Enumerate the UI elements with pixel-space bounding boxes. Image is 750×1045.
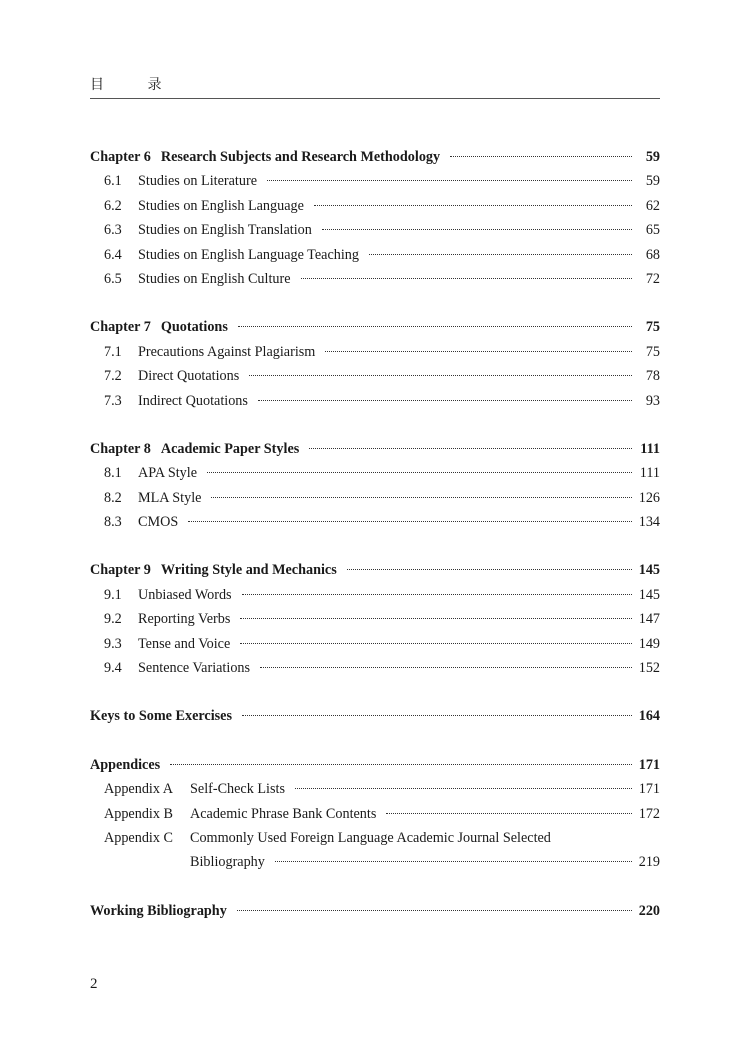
dot-leader xyxy=(322,229,632,230)
running-head: 目 录 xyxy=(90,78,182,93)
toc-entry-section-7-3[interactable] xyxy=(90,393,660,417)
toc-entry-section-9-4[interactable] xyxy=(90,660,660,684)
toc-entry-section-8-1[interactable] xyxy=(90,465,660,489)
page-number: 78 xyxy=(645,368,660,385)
toc-entry-appendix-b[interactable] xyxy=(90,806,660,830)
toc-group-chapter-7 xyxy=(90,319,660,417)
dot-leader xyxy=(258,400,632,401)
page-number: 111 xyxy=(639,465,660,482)
section-title: MLA Style xyxy=(138,489,202,506)
toc-entry-section-6-2[interactable] xyxy=(90,198,660,222)
toc-entry-working-bibliography[interactable] xyxy=(90,903,660,927)
dot-leader xyxy=(237,910,632,911)
dot-leader xyxy=(325,351,632,352)
chapter-title: Keys to Some Exercises xyxy=(90,708,232,725)
page-number: 75 xyxy=(645,319,660,336)
toc-entry-chapter-8[interactable] xyxy=(90,441,660,465)
toc-entry-section-9-2[interactable] xyxy=(90,611,660,635)
section-title: Studies on Literature xyxy=(138,173,257,190)
section-title: Studies on English Translation xyxy=(138,222,312,239)
dot-leader xyxy=(242,594,632,595)
page-number: 126 xyxy=(638,489,660,506)
page-folio: 2 xyxy=(90,976,98,992)
chapter-title: Appendices xyxy=(90,756,161,773)
section-number: 6.3 xyxy=(104,222,122,239)
toc-group-appendices xyxy=(90,757,660,879)
page-number: 75 xyxy=(645,343,660,360)
dot-leader xyxy=(314,205,632,206)
dot-leader xyxy=(170,764,632,765)
section-title: CMOS xyxy=(138,514,179,531)
dot-leader xyxy=(249,375,632,376)
section-title: Studies on English Language xyxy=(138,197,304,214)
dot-leader xyxy=(309,448,632,449)
toc-group-chapter-9 xyxy=(90,562,660,684)
chapter-number: Chapter 8 xyxy=(90,440,151,457)
dot-leader xyxy=(301,278,632,279)
page-number: 219 xyxy=(638,854,660,871)
section-number: 9.3 xyxy=(104,635,122,652)
section-title: APA Style xyxy=(138,465,198,482)
toc-entry-chapter-6[interactable] xyxy=(90,149,660,173)
appendix-label: Appendix A xyxy=(104,781,173,798)
dot-leader xyxy=(240,618,632,619)
toc-entry-section-6-4[interactable] xyxy=(90,247,660,271)
page-number: 59 xyxy=(645,173,660,190)
dot-leader xyxy=(295,788,632,789)
chapter-title: Working Bibliography xyxy=(90,902,227,919)
section-number: 8.3 xyxy=(104,514,122,531)
page-number: 171 xyxy=(638,781,660,798)
toc-entry-section-8-3[interactable] xyxy=(90,514,660,538)
dot-leader xyxy=(260,667,632,668)
page-number: 152 xyxy=(638,660,660,677)
appendix-title: Self-Check Lists xyxy=(190,781,285,798)
appendix-title: Academic Phrase Bank Contents xyxy=(190,805,377,822)
section-number: 7.1 xyxy=(104,343,122,360)
page-number: 134 xyxy=(638,514,660,531)
page-number: 164 xyxy=(638,708,660,725)
section-title: Unbiased Words xyxy=(138,586,232,603)
toc-entry-section-9-1[interactable] xyxy=(90,587,660,611)
chapter-number: Chapter 9 xyxy=(90,562,151,579)
toc-entry-section-6-3[interactable] xyxy=(90,222,660,246)
page-number: 145 xyxy=(638,586,660,603)
section-number: 7.2 xyxy=(104,368,122,385)
appendix-title-continuation: Bibliography xyxy=(190,854,265,871)
section-number: 6.1 xyxy=(104,173,122,190)
page-number: 93 xyxy=(645,392,660,409)
toc-entry-chapter-9[interactable] xyxy=(90,562,660,586)
chapter-title: Quotations xyxy=(160,319,228,336)
page-number: 145 xyxy=(638,562,660,579)
section-number: 8.2 xyxy=(104,489,122,506)
toc-entry-appendices[interactable] xyxy=(90,757,660,781)
toc-entry-appendix-c[interactable] xyxy=(90,830,660,854)
toc-entry-keys[interactable] xyxy=(90,708,660,732)
section-title: Reporting Verbs xyxy=(138,611,231,628)
page-number: 72 xyxy=(645,270,660,287)
section-number: 6.5 xyxy=(104,270,122,287)
section-number: 9.1 xyxy=(104,586,122,603)
table-of-contents xyxy=(90,149,660,951)
section-title: Sentence Variations xyxy=(138,660,251,677)
dot-leader xyxy=(211,497,632,498)
section-number: 9.2 xyxy=(104,611,122,628)
header-rule xyxy=(90,98,660,99)
toc-group-chapter-8 xyxy=(90,441,660,539)
section-title: Tense and Voice xyxy=(138,635,231,652)
chapter-number: Chapter 7 xyxy=(90,319,151,336)
section-title: Direct Quotations xyxy=(138,368,240,385)
page-number: 172 xyxy=(638,805,660,822)
toc-entry-chapter-7[interactable] xyxy=(90,319,660,343)
page-number: 147 xyxy=(638,611,660,628)
section-title: Studies on English Language Teaching xyxy=(138,246,359,263)
dot-leader xyxy=(238,326,632,327)
dot-leader xyxy=(347,569,632,570)
appendix-label: Appendix C xyxy=(104,829,173,846)
appendix-label: Appendix B xyxy=(104,805,173,822)
toc-group-keys xyxy=(90,708,660,732)
section-number: 9.4 xyxy=(104,660,122,677)
dot-leader xyxy=(242,715,632,716)
section-number: 8.1 xyxy=(104,465,122,482)
section-title: Studies on English Culture xyxy=(138,270,291,287)
dot-leader xyxy=(369,254,632,255)
page-number: 149 xyxy=(638,635,660,652)
page-number: 62 xyxy=(645,197,660,214)
toc-entry-section-6-5[interactable] xyxy=(90,271,660,295)
section-title: Precautions Against Plagiarism xyxy=(138,343,316,360)
toc-entry-section-6-1[interactable] xyxy=(90,173,660,197)
toc-entry-section-7-2[interactable] xyxy=(90,368,660,392)
appendix-title: Commonly Used Foreign Language Academic Journal Selected xyxy=(190,829,551,846)
toc-entry-appendix-a[interactable] xyxy=(90,781,660,805)
dot-leader xyxy=(240,643,632,644)
dot-leader xyxy=(275,861,632,862)
toc-group-chapter-6 xyxy=(90,149,660,295)
section-number: 7.3 xyxy=(104,392,122,409)
page-number: 65 xyxy=(645,222,660,239)
dot-leader xyxy=(188,521,632,522)
page-number: 171 xyxy=(638,756,660,773)
dot-leader xyxy=(267,180,632,181)
page-number: 68 xyxy=(645,246,660,263)
chapter-title: Academic Paper Styles xyxy=(160,440,300,457)
dot-leader xyxy=(386,813,632,814)
chapter-title: Writing Style and Mechanics xyxy=(160,562,337,579)
page-number: 111 xyxy=(640,440,660,457)
toc-entry-appendix-c-continuation[interactable] xyxy=(90,854,660,878)
toc-entry-section-8-2[interactable] xyxy=(90,490,660,514)
toc-entry-section-9-3[interactable] xyxy=(90,636,660,660)
dot-leader xyxy=(207,472,632,473)
section-number: 6.4 xyxy=(104,246,122,263)
section-number: 6.2 xyxy=(104,197,122,214)
page-number: 59 xyxy=(645,149,660,165)
dot-leader xyxy=(450,156,632,157)
chapter-title: Research Subjects and Research Methodology xyxy=(160,149,441,165)
toc-group-working-bibliography xyxy=(90,903,660,927)
toc-entry-section-7-1[interactable] xyxy=(90,344,660,368)
chapter-number: Chapter 6 xyxy=(90,149,151,165)
page-number: 220 xyxy=(638,902,660,919)
section-title: Indirect Quotations xyxy=(138,392,248,409)
